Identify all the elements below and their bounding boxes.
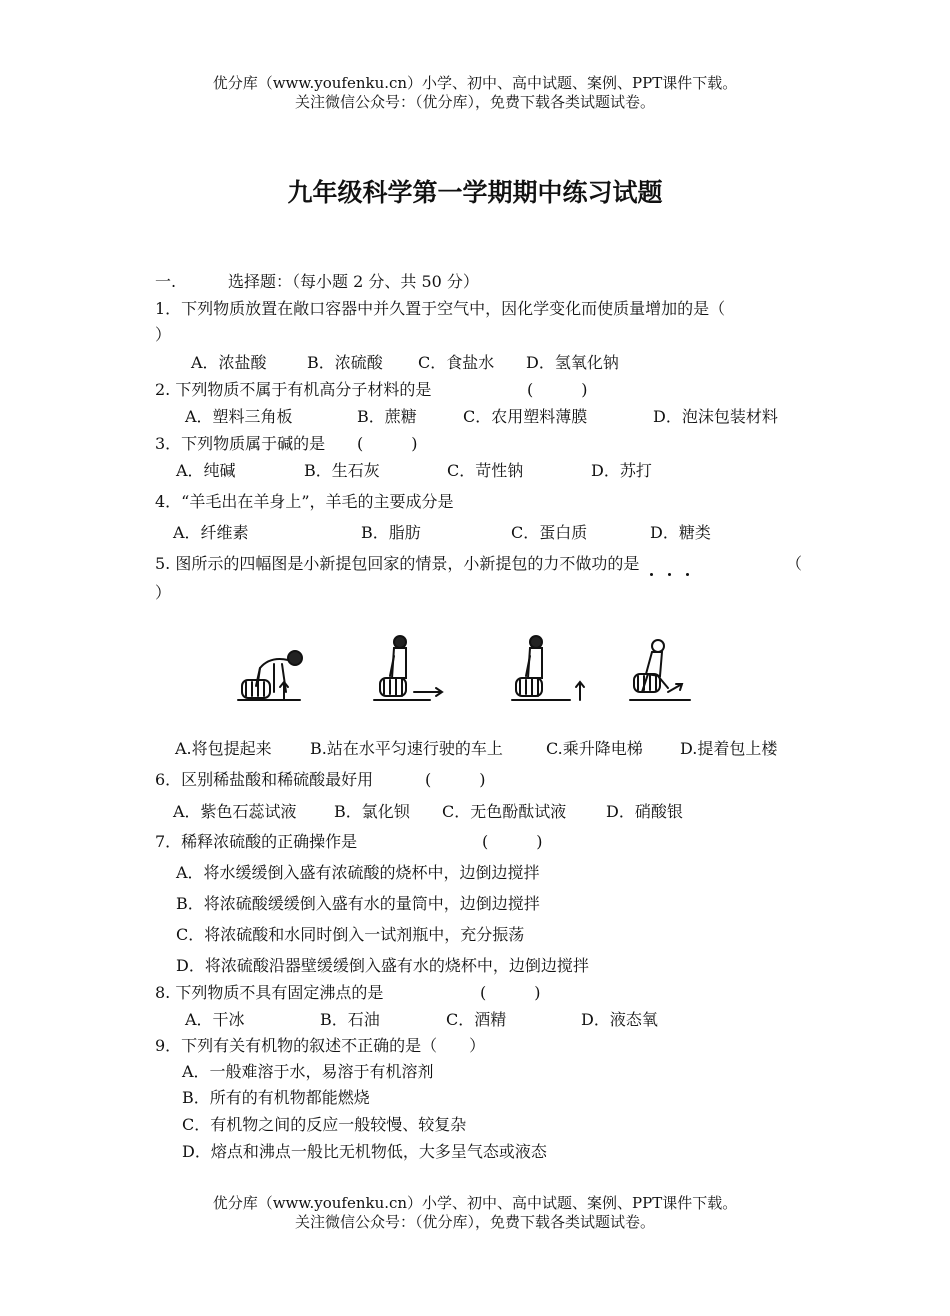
question-3-answer-paren: ( ) <box>357 434 418 453</box>
question-8-option-a: A．干冰 <box>185 1010 245 1029</box>
question-2-stem: 2. 下列物质不属于有机高分子材料的是 <box>155 380 432 399</box>
section-heading: 选择题：（每小题 2 分、共 50 分） <box>228 272 479 291</box>
page-title: 九年级科学第一学期期中练习试题 <box>287 178 663 207</box>
question-7-option-d: D．将浓硫酸沿器壁缓缓倒入盛有水的烧杯中，边倒边搅拌 <box>176 956 589 975</box>
question-1-stem: 1．下列物质放置在敞口容器中并久置于空气中，因化学变化而使质量增加的是（ <box>155 299 726 318</box>
question-7-option-b: B．将浓硫酸缓缓倒入盛有水的量筒中，边倒边搅拌 <box>176 894 540 913</box>
question-8-option-c: C．酒精 <box>446 1010 507 1029</box>
question-8-stem: 8. 下列物质不具有固定沸点的是 <box>155 983 384 1002</box>
question-4-option-b: B．脂肪 <box>361 523 421 542</box>
carrying-bag-figure <box>230 630 710 710</box>
scene-a-lifting-bag <box>238 651 302 700</box>
scene-b-on-vehicle <box>374 636 442 700</box>
question-7-stem: 7．稀释浓硫酸的正确操作是 <box>155 832 358 851</box>
question-5-tail: ） <box>155 583 172 602</box>
question-5-option-a: A.将包提起来 <box>175 739 272 758</box>
question-4-option-c: C．蛋白质 <box>511 523 588 542</box>
question-9-stem: 9．下列有关有机物的叙述不正确的是（ ） <box>155 1036 486 1055</box>
question-5-option-c: C.乘升降电梯 <box>546 739 643 758</box>
question-2-option-b: B．蔗糖 <box>357 407 417 426</box>
question-6-answer-paren: ( ) <box>425 770 486 789</box>
question-6-option-b: B．氯化钡 <box>334 802 410 821</box>
emphasis-dot <box>668 573 671 576</box>
question-9-option-c: C．有机物之间的反应一般较慢、较复杂 <box>182 1115 467 1134</box>
question-7-option-a: A．将水缓缓倒入盛有浓硫酸的烧杯中，边倒边搅拌 <box>176 863 540 882</box>
scene-c-in-elevator <box>512 636 584 700</box>
question-7-answer-paren: ( ) <box>482 832 543 851</box>
question-4-option-d: D．糖类 <box>650 523 711 542</box>
question-8-option-b: B．石油 <box>320 1010 380 1029</box>
question-6-option-c: C．无色酚酞试液 <box>442 802 567 821</box>
emphasis-dot <box>650 573 653 576</box>
question-5-option-d: D.提着包上楼 <box>680 739 778 758</box>
question-1-option-b: B．浓硫酸 <box>307 353 383 372</box>
question-8-option-d: D．液态氧 <box>581 1010 658 1029</box>
question-6-option-d: D．硝酸银 <box>606 802 683 821</box>
scene-d-climbing-stairs <box>630 640 690 700</box>
question-7-option-c: C．将浓硫酸和水同时倒入一试剂瓶中，充分振荡 <box>176 925 525 944</box>
footer-line-1: 优分库（www.youfenku.cn）小学、初中、高中试题、案例、PPT课件下载。 <box>212 1194 738 1212</box>
question-2-option-a: A．塑料三角板 <box>185 407 293 426</box>
question-3-option-a: A．纯碱 <box>176 461 236 480</box>
question-1-option-d: D．氢氧化钠 <box>526 353 619 372</box>
question-8-answer-paren: ( ) <box>480 983 541 1002</box>
section-number: 一. <box>155 272 177 291</box>
question-3-option-d: D．苏打 <box>591 461 652 480</box>
question-1-tail: ） <box>155 325 172 344</box>
question-1-option-c: C．食盐水 <box>418 353 495 372</box>
question-2-answer-paren: ( ) <box>527 380 588 399</box>
question-5-option-b: B.站在水平匀速行驶的车上 <box>310 739 503 758</box>
question-5-open-paren: （ <box>786 554 803 573</box>
question-2-option-d: D．泡沫包装材料 <box>653 407 778 426</box>
footer-line-2: 关注微信公众号：（优分库），免费下载各类试题试卷。 <box>294 1213 655 1231</box>
header-line-2: 关注微信公众号：（优分库），免费下载各类试题试卷。 <box>294 93 655 111</box>
question-3-option-c: C．苛性钠 <box>447 461 524 480</box>
question-9-option-a: A．一般难溶于水，易溶于有机溶剂 <box>182 1062 434 1081</box>
question-1-option-a: A．浓盐酸 <box>191 353 267 372</box>
question-5-stem: 5. 图所示的四幅图是小新提包回家的情景，小新提包的力不做功的是 <box>155 554 640 573</box>
question-9-option-b: B．所有的有机物都能燃烧 <box>182 1088 370 1107</box>
question-6-option-a: A．紫色石蕊试液 <box>173 802 297 821</box>
question-3-stem: 3．下列物质属于碱的是 <box>155 434 326 453</box>
emphasis-dot <box>686 573 689 576</box>
question-4-option-a: A．纤维素 <box>173 523 249 542</box>
question-9-option-d: D．熔点和沸点一般比无机物低，大多呈气态或液态 <box>182 1142 547 1161</box>
header-line-1: 优分库（www.youfenku.cn）小学、初中、高中试题、案例、PPT课件下载。 <box>212 74 738 92</box>
question-6-stem: 6．区别稀盐酸和稀硫酸最好用 <box>155 770 374 789</box>
question-2-option-c: C．农用塑料薄膜 <box>463 407 588 426</box>
question-3-option-b: B．生石灰 <box>304 461 380 480</box>
question-4-stem: 4．“羊毛出在羊身上”，羊毛的主要成分是 <box>155 492 454 511</box>
